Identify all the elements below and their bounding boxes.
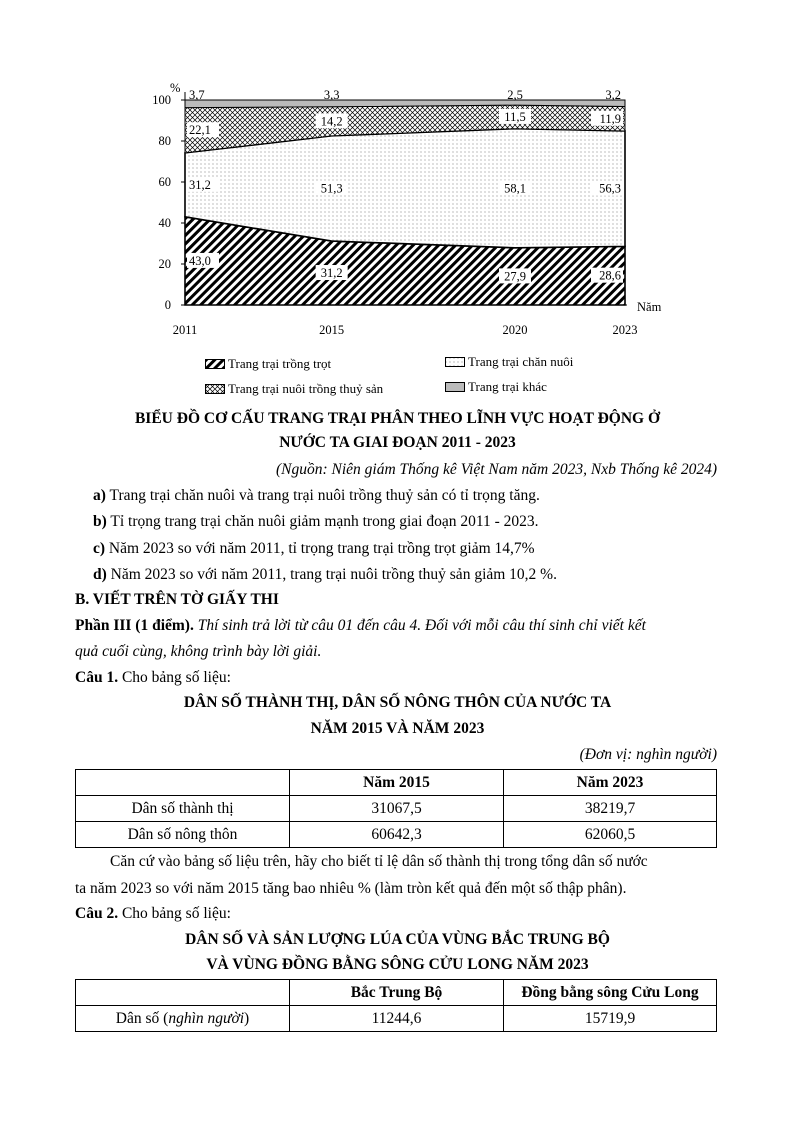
q1-heading: Câu 1. Cho bảng số liệu: [75,669,231,686]
legend-label: Trang trại khác [468,379,547,394]
data-label: 58,1 [504,181,526,196]
legend-item-trong-trot [205,356,331,372]
y-tick-label: 0 [164,298,171,312]
table-header-cell [76,770,290,796]
section-b-heading: B. VIẾT TRÊN TỜ GIẤY THI [75,591,279,608]
table-header-cell: Đồng bằng sông Cửu Long [504,980,717,1006]
table-cell: Dân số nông thôn [76,822,290,848]
q1-title-line2: NĂM 2015 VÀ NĂM 2023 [310,720,485,737]
data-label: 56,3 [599,181,621,196]
data-label: 14,2 [320,114,343,129]
legend-label: Trang trại trồng trọt [228,356,332,371]
q2-title-line2: VÀ VÙNG ĐỒNG BẰNG SÔNG CỬU LONG NĂM 2023 [206,956,589,973]
legend-item-thuy-san [205,381,383,397]
x-tick-label: 2015 [319,323,345,337]
chart-title-line1: BIỂU ĐỒ CƠ CẤU TRANG TRẠI PHÂN THEO LĨNH VỰC HOẠT ĐỘNG Ở [134,410,661,427]
data-label: 3,3 [323,88,340,102]
data-label: 11,5 [504,109,526,124]
data-label: 3,2 [605,88,621,102]
data-label: 27,9 [504,269,526,284]
data-label: 31,2 [189,177,211,192]
data-label: 31,2 [320,266,343,281]
statement-d: d) Năm 2023 so với năm 2011, trang trại nuôi trồng thuỷ sản giảm 10,2 %. [93,566,557,583]
y-tick-label: 20 [158,257,171,271]
data-label: 43,0 [189,253,211,268]
legend-label: Trang trại nuôi trồng thuỷ sản [228,381,384,396]
table-row [76,796,717,822]
table-cell: 15719,9 [504,1006,717,1032]
statement-a: a) Trang trại chăn nuôi và trang trại nuôi trồng thuỷ sản có tỉ trọng tăng. [93,487,540,504]
table-header-cell: Năm 2015 [290,770,504,796]
part3-line1: Phần III (1 điểm). Thí sinh trả lời từ câu 01 đến câu 4. Đối với mỗi câu thí sinh chỉ viết kết [75,617,646,634]
table-header-row [76,770,717,796]
legend-item-chan-nuoi [445,354,573,370]
table-cell: 60642,3 [290,822,504,848]
legend-swatch-gray [445,382,465,392]
statement-c: c) Năm 2023 so với năm 2011, tỉ trọng trang trại trồng trọt giảm 14,7% [93,540,535,557]
legend-swatch-hatch [205,359,225,369]
q2-table [75,979,717,1032]
chart-title-line2: NƯỚC TA GIAI ĐOẠN 2011 - 2023 [279,434,516,451]
table-header-row [76,980,717,1006]
q1-table [75,769,717,848]
q1-title-line1: DÂN SỐ THÀNH THỊ, DÂN SỐ NÔNG THÔN CỦA NƯỚC TA [183,694,612,711]
x-tick-label: 2023 [612,323,638,337]
q2-heading: Câu 2. Cho bảng số liệu: [75,905,231,922]
table-row [76,822,717,848]
table-row [76,1006,717,1032]
table-cell: 62060,5 [504,822,717,848]
table-header-cell: Bắc Trung Bộ [290,980,504,1006]
table-cell: 11244,6 [290,1006,504,1032]
y-tick-label: 80 [158,134,171,148]
q2-title-line1: DÂN SỐ VÀ SẢN LƯỢNG LÚA CỦA VÙNG BẮC TRUNG BỘ [185,931,610,948]
data-label: 2,5 [507,88,523,102]
data-label: 51,3 [320,181,343,196]
y-tick-label: 100 [152,93,171,107]
data-label: 11,9 [599,111,621,126]
y-tick-label: 60 [158,175,171,189]
data-label: 28,6 [599,268,621,283]
q1-text-line1: Căn cứ vào bảng số liệu trên, hãy cho biết tỉ lệ dân số thành thị trong tổng dân số nước [110,853,648,870]
area-chart [140,75,700,345]
table-cell: 31067,5 [290,796,504,822]
x-tick-label: 2020 [502,323,528,337]
table-cell: Dân số (nghìn người) [76,1006,290,1032]
legend-swatch-cross [205,384,225,394]
y-tick-label: 40 [158,216,171,230]
source-note: (Nguồn: Niên giám Thống kê Việt Nam năm 2023, Nxb Thống kê 2024) [276,461,717,478]
legend-item-khac [445,379,547,395]
statement-b: b) Tỉ trọng trang trại chăn nuôi giảm mạnh trong giai đoạn 2011 - 2023. [93,513,539,530]
data-label: 3,7 [189,88,205,102]
q1-unit: (Đơn vị: nghìn người) [579,746,717,763]
table-cell: Dân số thành thị [76,796,290,822]
q1-text-line2: ta năm 2023 so với năm 2015 tăng bao nhiêu % (làm tròn kết quả đến một số thập phân). [75,880,627,897]
x-axis-label: Năm [637,300,662,314]
table-cell: 38219,7 [504,796,717,822]
legend-swatch-dots [445,357,465,367]
part3-line2: quả cuối cùng, không trình bày lời giải. [75,643,322,660]
table-header-cell: Năm 2023 [504,770,717,796]
table-header-cell [76,980,290,1006]
data-label: 22,1 [189,123,211,138]
x-tick-label: 2011 [172,323,198,337]
legend-label: Trang trại chăn nuôi [468,354,574,369]
y-axis-label: % [170,81,181,95]
